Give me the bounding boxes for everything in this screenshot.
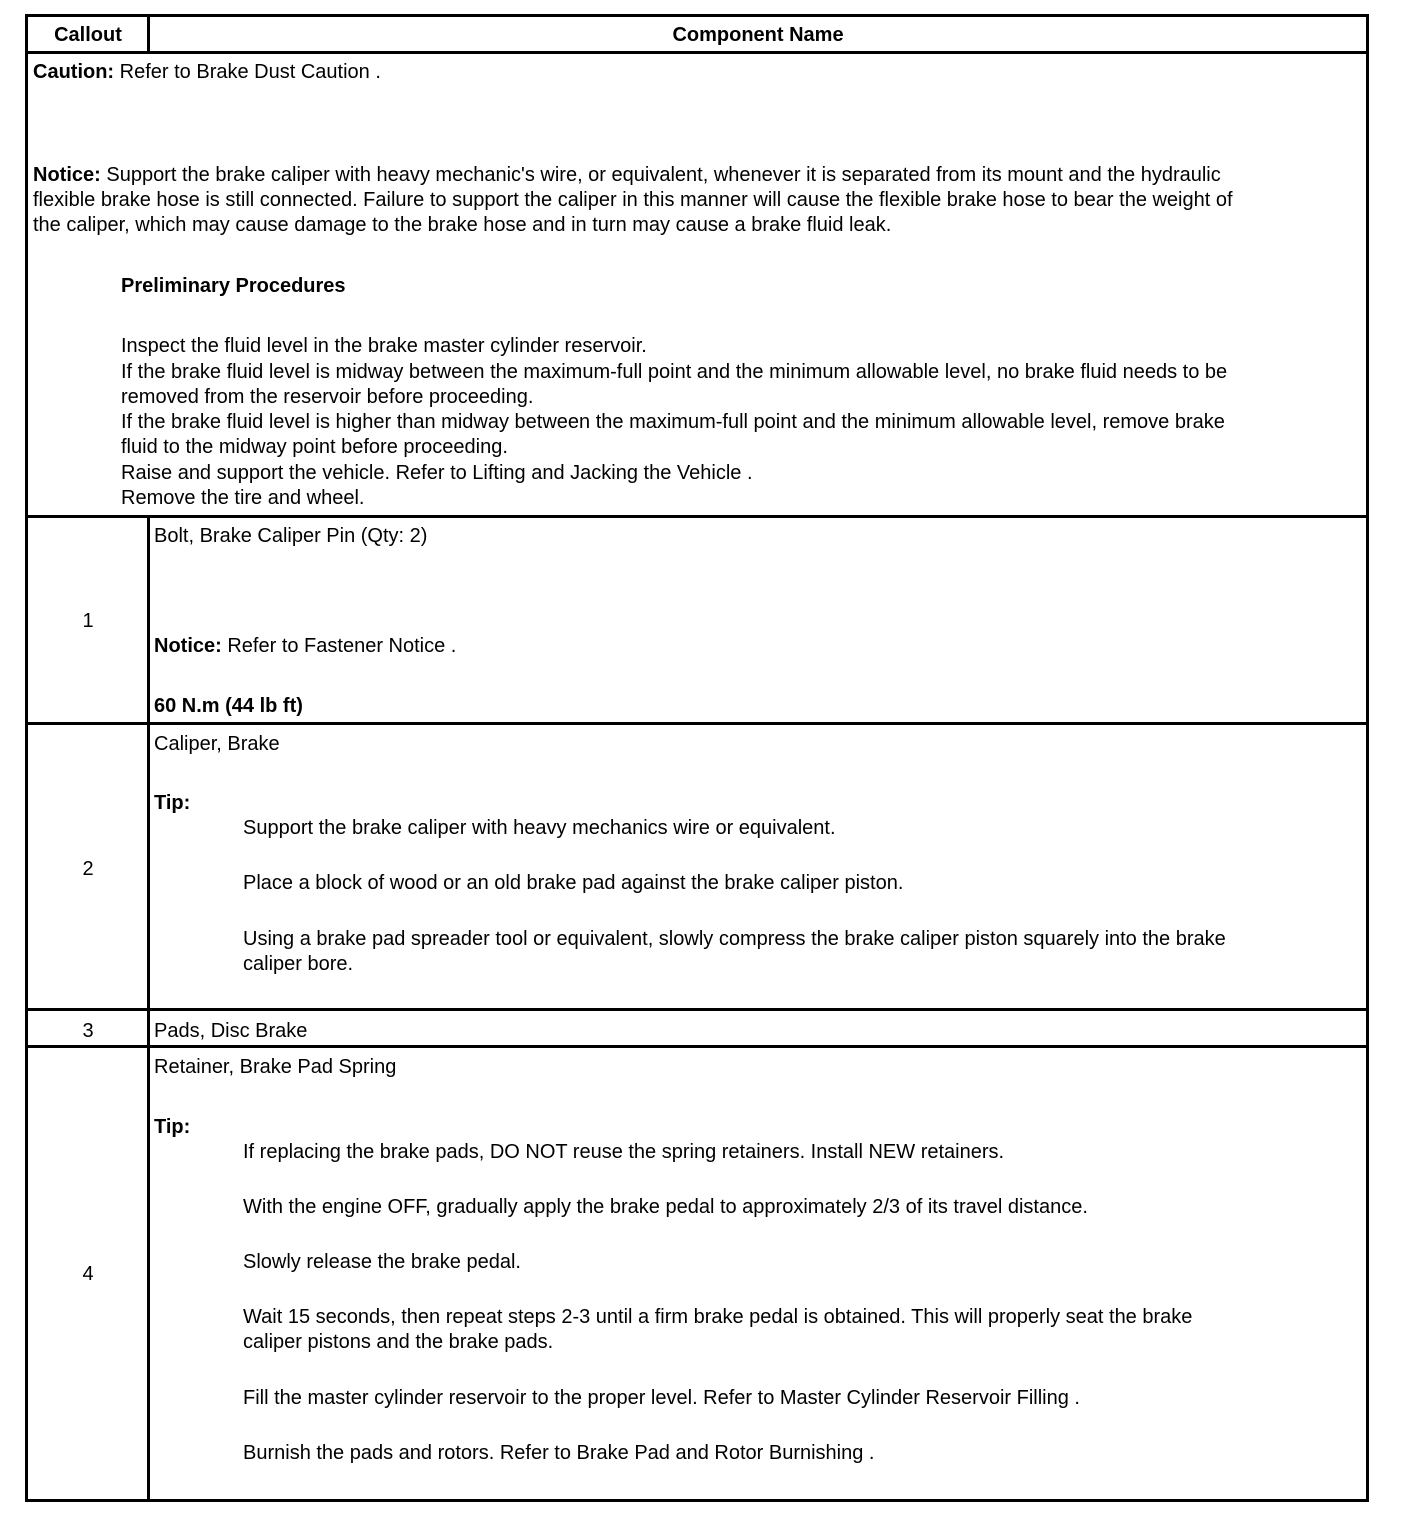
- fastener-notice: [154, 634, 456, 658]
- prelim-line: If the brake fluid level is midway between the maximum-full point and the minimum allowable level, no brake fluid needs to be: [121, 361, 1228, 383]
- prelim-line: Inspect the fluid level in the brake master cylinder reservoir.: [121, 335, 647, 357]
- row-divider: [28, 515, 1366, 518]
- header-component-name: Component Name: [672, 24, 844, 46]
- caution-body: Refer to Brake Dust Caution .: [114, 61, 381, 83]
- caution-text: [33, 60, 381, 84]
- component-name: Pads, Disc Brake: [154, 1020, 308, 1042]
- tip-line: Using a brake pad spreader tool or equivalent, slowly compress the brake caliper piston squarely into the brake: [243, 928, 1226, 950]
- notice-body: Refer to Fastener Notice .: [221, 635, 457, 657]
- header-callout: Callout: [54, 24, 122, 46]
- tip-line: caliper bore.: [243, 953, 354, 975]
- prelim-line: Remove the tire and wheel.: [121, 487, 365, 509]
- prelim-line: If the brake fluid level is higher than midway between the maximum-full point and the minimum allowable level, remove brake: [121, 411, 1225, 433]
- tip-line: If replacing the brake pads, DO NOT reuse the spring retainers. Install NEW retainers.: [243, 1141, 1005, 1163]
- component-name: Caliper, Brake: [154, 733, 280, 755]
- callout-number: 1: [82, 610, 94, 632]
- row-divider: [28, 1011, 1366, 1013]
- prelim-title: Preliminary Procedures: [121, 275, 346, 297]
- tip-line: Fill the master cylinder reservoir to the proper level. Refer to Master Cylinder Reservoir Filling .: [243, 1387, 1080, 1409]
- component-name: Bolt, Brake Caliper Pin (Qty: 2): [154, 525, 428, 547]
- prelim-line: fluid to the midway point before proceeding.: [121, 436, 508, 458]
- caution-label: Caution:: [33, 61, 115, 83]
- tip-line: Burnish the pads and rotors. Refer to Brake Pad and Rotor Burnishing .: [243, 1442, 875, 1464]
- notice-line: [33, 163, 1221, 187]
- callout-number: 4: [82, 1263, 94, 1285]
- tip-line: Place a block of wood or an old brake pad against the brake caliper piston.: [243, 872, 904, 894]
- tip-label: Tip:: [154, 1116, 191, 1138]
- notice-line: flexible brake hose is still connected. Failure to support the caliper in this manner will cause the flexible brake hose to bear the weight of: [33, 189, 1233, 211]
- notice-line: the caliper, which may cause damage to the brake hose and in turn may cause a brake fluid leak.: [33, 214, 892, 236]
- tip-line: With the engine OFF, gradually apply the brake pedal to approximately 2/3 of its travel distance.: [243, 1196, 1088, 1218]
- row-divider: [28, 1045, 1366, 1048]
- callout-number: 3: [82, 1020, 94, 1042]
- tip-line: Slowly release the brake pedal.: [243, 1251, 521, 1273]
- prelim-line: Raise and support the vehicle. Refer to Lifting and Jacking the Vehicle .: [121, 462, 753, 484]
- tip-line: caliper pistons and the brake pads.: [243, 1331, 554, 1353]
- notice-label: Notice:: [33, 164, 101, 186]
- prelim-line: removed from the reservoir before proceeding.: [121, 386, 534, 408]
- row-divider: [28, 51, 1366, 54]
- column-divider: [147, 515, 150, 1499]
- torque-spec: 60 N.m (44 lb ft): [154, 695, 303, 717]
- tip-line: Support the brake caliper with heavy mechanics wire or equivalent.: [243, 817, 836, 839]
- component-table: [25, 14, 1369, 1502]
- notice-body: Support the brake caliper with heavy mechanic's wire, or equivalent, whenever it is separated from its mount and the hydraulic: [100, 164, 1221, 186]
- row-divider: [28, 722, 1366, 725]
- component-name: Retainer, Brake Pad Spring: [154, 1056, 397, 1078]
- tip-label: Tip:: [154, 792, 191, 814]
- tip-line: Wait 15 seconds, then repeat steps 2-3 until a firm brake pedal is obtained. This will properly seat the brake: [243, 1306, 1193, 1328]
- callout-number: 2: [82, 858, 94, 880]
- notice-label: Notice:: [154, 635, 222, 657]
